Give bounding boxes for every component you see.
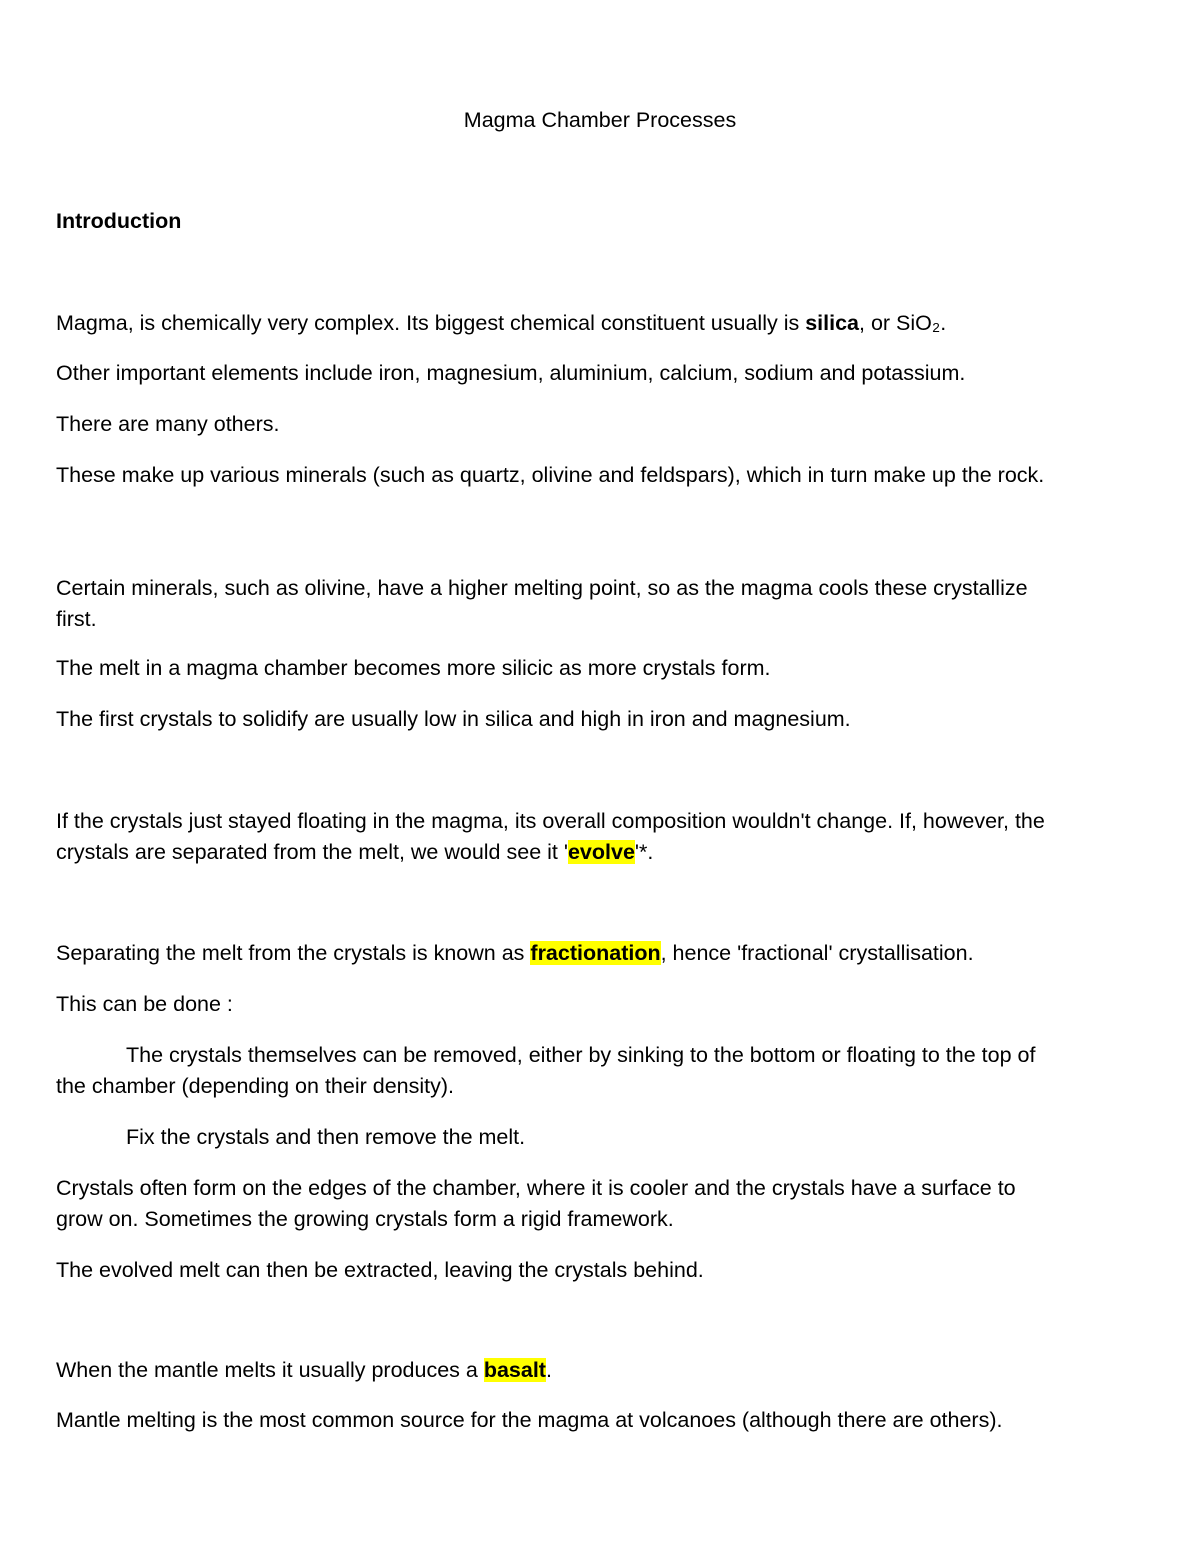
highlighted-term-evolve: evolve	[567, 840, 635, 864]
text-segment: , or SiO₂.	[859, 311, 947, 335]
paragraph-extracted: The evolved melt can then be extracted, leaving the crystals behind.	[56, 1258, 704, 1282]
document-title: Magma Chamber Processes	[463, 108, 737, 132]
paragraph-olivine-line1: Certain minerals, such as olivine, have a higher melting point, so as the magma cools these crystallize	[56, 576, 1028, 600]
text-segment: The crystals themselves can be removed, either by sinking to the bottom or floating to the top of	[126, 1043, 1036, 1067]
paragraph-mantle-melting: Mantle melting is the most common source for the magma at volcanoes (although there are others).	[56, 1408, 1003, 1432]
text-segment: .	[545, 1358, 552, 1382]
text-segment: '*.	[634, 840, 654, 864]
paragraph-edges-line2: grow on. Sometimes the growing crystals form a rigid framework.	[56, 1207, 674, 1231]
text-segment: Magma, is chemically very complex. Its biggest chemical constituent usually is	[56, 311, 806, 335]
highlighted-term-fractionation: fractionation	[530, 941, 661, 965]
paragraph-first-crystals: The first crystals to solidify are usually low in silica and high in iron and magnesium.	[56, 707, 851, 731]
text-segment: When the mantle melts it usually produces a	[56, 1358, 484, 1382]
paragraph-evolve-line2	[56, 837, 1146, 868]
paragraph-elements: Other important elements include iron, magnesium, aluminium, calcium, sodium and potassium.	[56, 361, 966, 385]
paragraph-can-be-done: This can be done :	[56, 992, 233, 1016]
text-segment: Fix the crystals and then remove the melt.	[126, 1125, 526, 1149]
text-segment: crystals are separated from the melt, we would see it '	[56, 840, 568, 864]
highlighted-term-basalt: basalt	[483, 1358, 546, 1382]
paragraph-others: There are many others.	[56, 412, 280, 436]
bold-term-silica: silica	[805, 311, 860, 335]
paragraph-removed-line1	[56, 1040, 1146, 1071]
section-heading: Introduction	[56, 209, 182, 233]
paragraph-fix-crystals	[56, 1122, 1146, 1153]
paragraph-fractionation	[56, 938, 1146, 969]
paragraph-evolve-line1: If the crystals just stayed floating in the magma, its overall composition wouldn't change. If, however, the	[56, 809, 1045, 833]
paragraph-olivine-line2: first.	[56, 607, 97, 631]
paragraph-removed-line2: the chamber (depending on their density).	[56, 1074, 454, 1098]
paragraph-silicic: The melt in a magma chamber becomes more silicic as more crystals form.	[56, 656, 771, 680]
paragraph-basalt	[56, 1355, 1146, 1386]
paragraph-edges-line1: Crystals often form on the edges of the chamber, where it is cooler and the crystals have a surface to	[56, 1176, 1016, 1200]
paragraph-silica	[56, 308, 1146, 339]
text-segment: , hence 'fractional' crystallisation.	[660, 941, 974, 965]
text-segment: Separating the melt from the crystals is known as	[56, 941, 531, 965]
paragraph-minerals: These make up various minerals (such as quartz, olivine and feldspars), which in turn make up the rock.	[56, 463, 1045, 487]
